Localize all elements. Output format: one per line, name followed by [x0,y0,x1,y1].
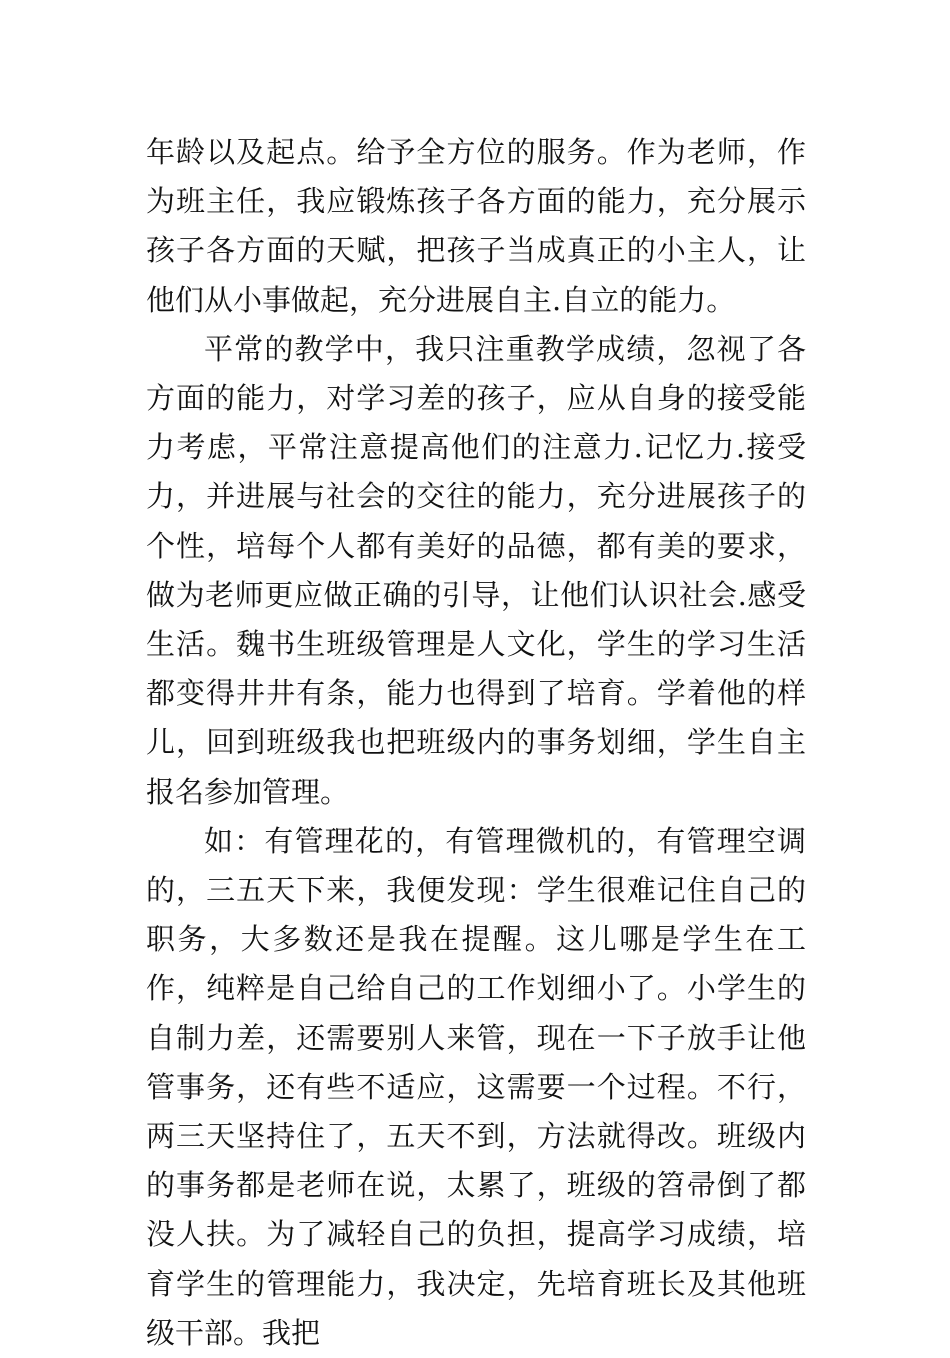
paragraph-3: 如：有管理花的，有管理微机的，有管理空调的，三五天下来，我便发现：学生很难记住自己的职务，大多数还是我在提醒。这儿哪是学生在工作，纯粹是自己给自己的工作划细小了。小学生的自制力差，还需要别人来管，现在一下子放手让他管事务，还有些不适应，这需要一个过程。不行，两三天坚持住了，五天不到，方法就得改。班级内的事务都是老师在说，太累了，班级的笤帚倒了都没人扶。为了减轻自己的负担，提高学习成绩，培育学生的管理能力，我决定，先培育班长及其他班级干部。我把 [146,823,806,1350]
paragraph-2: 平常的教学中，我只注重教学成绩，忽视了各方面的能力，对学习差的孩子，应从自身的接受能力考虑，平常注意提高他们的注意力.记忆力.接受力，并进展与社会的交往的能力，充分进展孩子的个性，培每个人都有美好的品德，都有美的要求，做为老师更应做正确的引导，让他们认识社会.感受生活。魏书生班级管理是人文化，学生的学习生活都变得井井有条，能力也得到了培育。学着他的样儿，回到班级我也把班级内的事务划细，学生自主报名参加管理。 [146,331,806,809]
body-text [146,128,806,1358]
paragraph-1: 年龄以及起点。给予全方位的服务。作为老师，作为班主任，我应锻炼孩子各方面的能力，充分展示孩子各方面的天赋，把孩子当成真正的小主人，让他们从小事做起，充分进展自主.自立的能力。 [146,135,806,317]
